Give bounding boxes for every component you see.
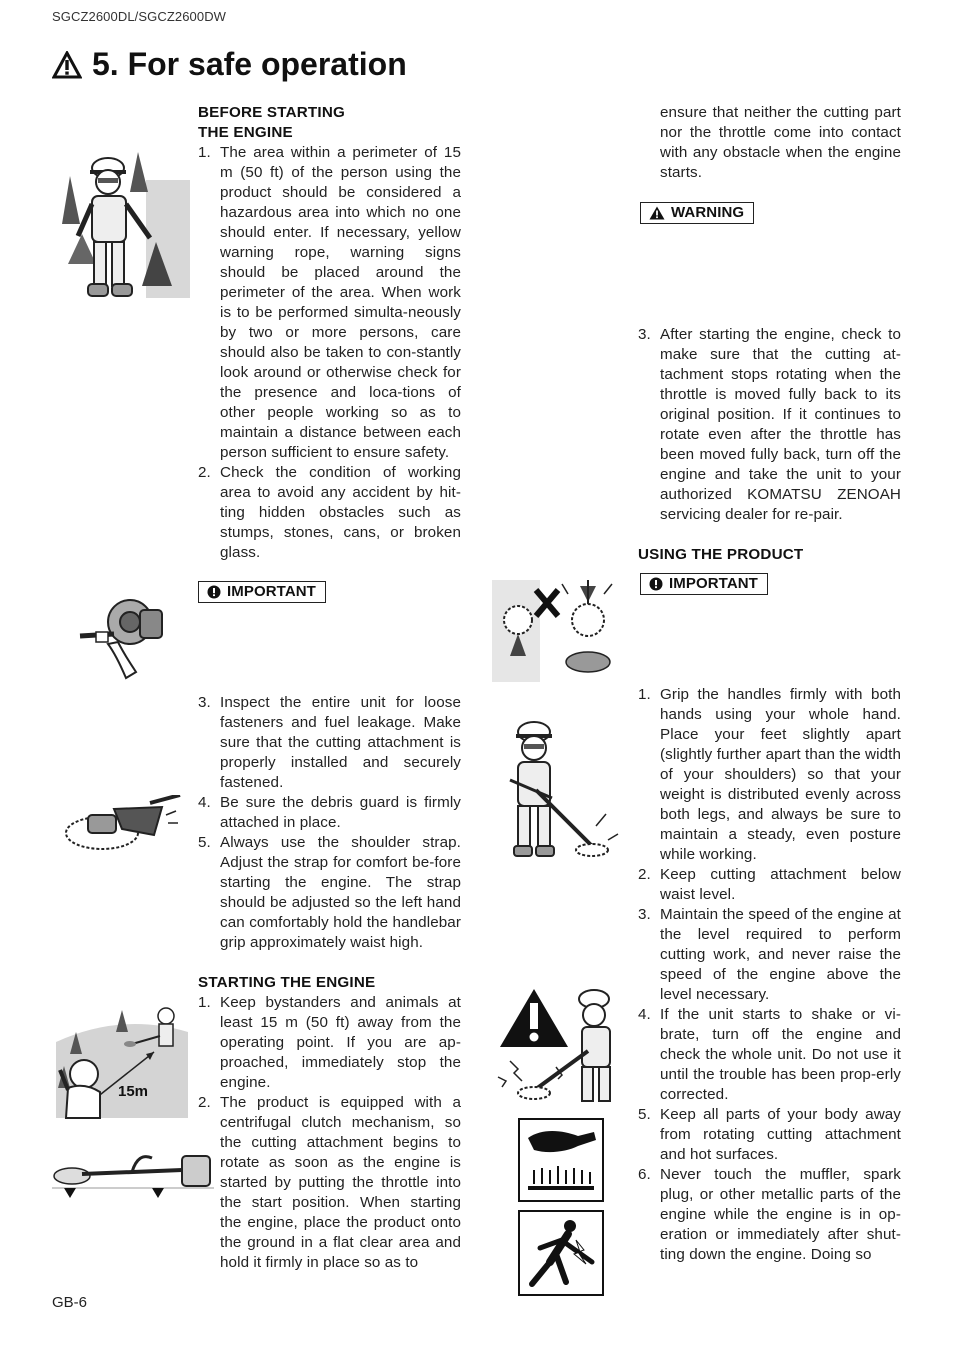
exclamation-circle-icon — [649, 577, 663, 591]
list-item: 1. Grip the handles firmly with both hands using your whole hand. Place your feet slightly apart (slightly further apart than the width of your shoulders) so that your weight is distributed evenly across both legs, and always be sure to maintain a steady, even posture while working. — [638, 686, 902, 863]
list-item: 1. Keep bystanders and animals at least 15 m (50 ft) away from the operating point. If you are ap-proached, immediately stop the engine. — [198, 994, 461, 1091]
cutting-attachment-illustration — [492, 580, 620, 682]
starting-list — [198, 993, 461, 1273]
list-item: 2. Keep cutting attachment below waist level. — [638, 866, 901, 903]
important-badge: IMPORTANT — [640, 573, 768, 595]
important-badge: IMPORTANT — [198, 581, 326, 603]
list-item: 5. Always use the shoulder strap. Adjust the strap for comfort be-fore starting the engine. The strap should be adjusted so the left hand can comfortably hold the handlebar grip approximately waist high. — [198, 834, 461, 951]
inspection-list — [198, 693, 461, 953]
operator-grip-illustration — [496, 716, 620, 866]
section-heading-starting: STARTING THE ENGINE — [198, 974, 376, 991]
warning-badge: WARNING — [640, 202, 754, 224]
warning-triangle-icon — [52, 51, 82, 79]
model-header: SGCZ2600DL/SGCZ2600DW — [52, 9, 227, 24]
exclamation-circle-icon — [207, 585, 221, 599]
list-item: 3. After starting the engine, check to make sure that the cutting at-tachment stops rotating when the throttle is moved fully back to its original position. If it continues to rotate even after the throttle has been moved fully back, turn off the engine and take the unit to your authorized KOMATSU ZENOAH servicing dealer for re-pair. — [638, 326, 901, 523]
list-item: 3. Maintain the speed of the engine at the level required to perform cutting work, and never raise the speed of the engine above the level necessary. — [638, 906, 901, 1003]
list-item: 5. Keep all parts of your body away from rotating cutting attachment and hot surfaces. — [638, 1106, 901, 1163]
starting-check-list — [638, 325, 901, 525]
bystander-distance-illustration — [56, 1002, 190, 1120]
page-title — [52, 46, 407, 83]
engine-inspection-illustration — [78, 592, 178, 682]
before-starting-list — [198, 143, 461, 563]
right-column — [638, 103, 901, 1265]
section-heading-using: USING THE PRODUCT — [638, 546, 804, 563]
electric-shock-pictogram — [518, 1210, 604, 1296]
list-item: 2. The product is equipped with a centrifugal clutch mechanism, so the cutting attachment begins to rotate as soon as the engine is started by putting the throttle into the start position. When starting the engine, place the product onto the ground in a flat clear area and hold it firmly in place so as to — [198, 1094, 461, 1271]
vibration-warning-illustration — [496, 985, 620, 1111]
warning-triangle-icon — [649, 206, 665, 220]
continuation-text: ensure that neither the cutting part nor the throttle come into contact with any obstacle when the engine starts. — [660, 104, 901, 181]
list-item: 1. The area within a perimeter of 15 m (50 ft) of the person using the product should be considered a hazardous area into which no one should enter. If necessary, yellow warning rope, warning signs should be placed around the perimeter of the area. When work is to be performed simulta-neously by two or more persons, care should also be taken to con-stantly look around or otherwise check for the presence and loca-tions of other people working so as to maintain a distance between each person sufficient to ensure safety. — [198, 144, 461, 461]
product-on-ground-illustration — [52, 1152, 214, 1200]
section-heading-before-line1: BEFORE STARTING — [198, 104, 345, 121]
list-item: 3. Inspect the entire unit for loose fasteners and fuel leakage. Make sure that the cutting attachment is properly installed and securely fastened. — [198, 694, 461, 791]
section-heading-before-line2: THE ENGINE — [198, 124, 293, 141]
list-item: 4. Be sure the debris guard is firmly attached in place. — [198, 794, 461, 831]
list-item: 4. If the unit starts to shake or vi-brate, turn off the engine and check the whole unit. Do not use it until the trouble has been prop-erly corrected. — [638, 1006, 901, 1103]
hot-surface-pictogram — [518, 1118, 604, 1202]
left-column — [198, 103, 461, 1273]
distance-label: 15m — [118, 1083, 149, 1100]
using-list — [638, 685, 901, 1265]
page-number: GB-6 — [52, 1294, 88, 1311]
list-item: 2. Check the condition of working area to avoid any accident by hit-ting hidden obstacles such as stumps, stones, cans, or broken glass. — [198, 464, 461, 561]
list-item: 6. Never touch the muffler, spark plug, or other metallic parts of the engine while the engine is in op-eration or immediately after shut-ting down the engine. Doing so — [638, 1166, 901, 1263]
debris-guard-illustration — [62, 795, 184, 855]
worker-placing-cones-illustration — [60, 146, 192, 304]
page-title-text: 5. For safe operation — [92, 46, 407, 82]
